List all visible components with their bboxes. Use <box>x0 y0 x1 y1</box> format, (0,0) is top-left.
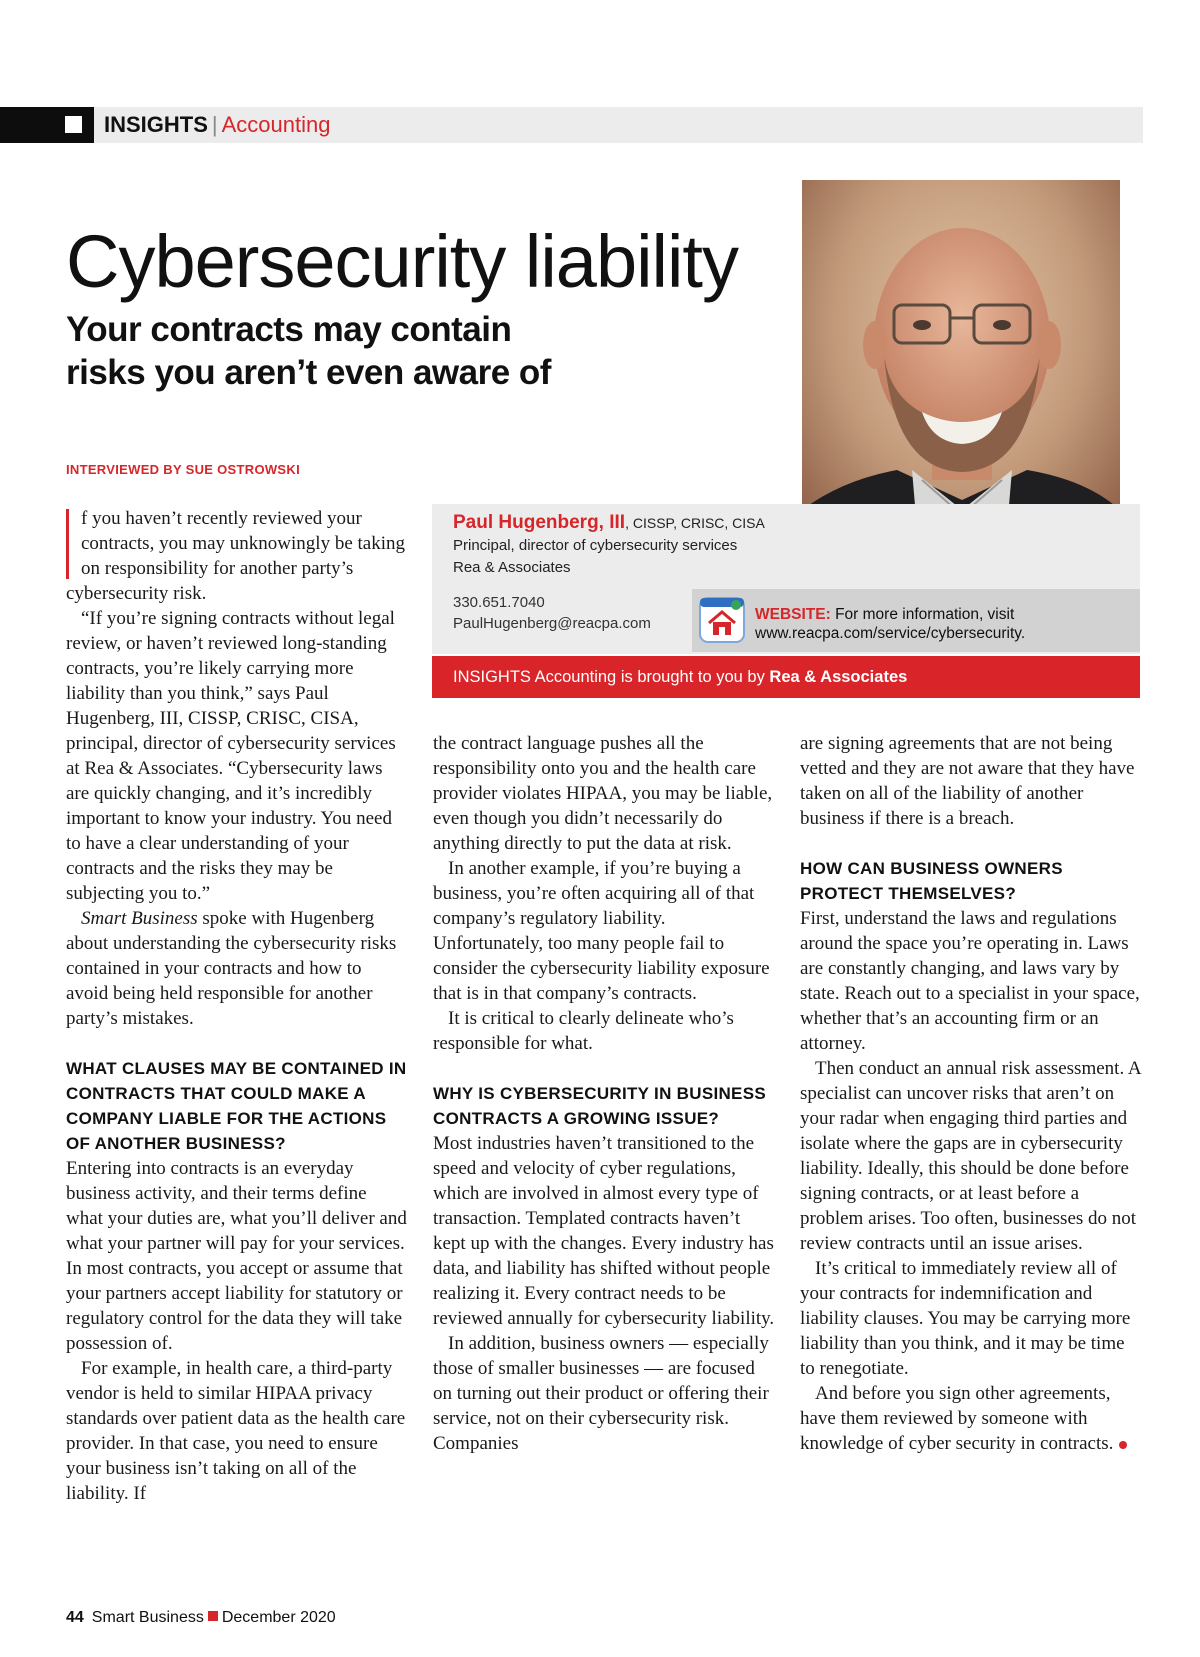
section-heading: WHY IS CYBERSECURITY IN BUSINESS CONTRACTS A GROWING ISSUE? <box>433 1084 766 1128</box>
article-paragraph <box>66 906 408 1031</box>
article-column-1 <box>66 506 408 1506</box>
paragraph-text: And before you sign other agreements, have them reviewed by someone with knowledge of cyber security in contracts. <box>800 1383 1114 1454</box>
page-footer <box>66 1609 336 1627</box>
sponsor-line: INSIGHTS Accounting is brought to you by <box>453 668 765 686</box>
header-square-icon <box>65 116 82 133</box>
article-title: Cybersecurity liability <box>66 220 738 303</box>
section-heading: HOW CAN BUSINESS OWNERS PROTECT THEMSELVES? <box>800 859 1063 903</box>
profile-phone: 330.651.7040 <box>453 594 545 611</box>
article-paragraph: the contract language pushes all the responsibility onto you and the health care provider violates HIPAA, you may be liable, even though you didn’t necessarily do anything directly to put the data at risk. <box>433 733 773 854</box>
publication-name: Smart Business <box>81 908 198 929</box>
profile-name: Paul Hugenberg, III <box>453 512 626 533</box>
dropcap-bar <box>66 509 69 579</box>
article-paragraph: It’s critical to immediately review all of your contracts for indemnification and liability clauses. You may be carrying more liability than you think, and it may be time to renegotiate. <box>800 1258 1131 1379</box>
section-header <box>104 111 330 139</box>
article-paragraph <box>66 506 408 606</box>
article-paragraph: In addition, business owners — especially those of smaller businesses — are focused on turning out their product or offering their service, not on their cybersecurity risk. Companies <box>433 1333 769 1454</box>
section-heading: WHAT CLAUSES MAY BE CONTAINED IN CONTRACTS THAT COULD MAKE A COMPANY LIABLE FOR THE ACTIONS OF ANOTHER BUSINESS? <box>66 1059 407 1153</box>
section-label-accounting: Accounting <box>221 112 331 137</box>
article-paragraph: In another example, if you’re buying a business, you’re often acquiring all of that company’s regulatory liability. Unfortunately, too many people fail to consider the cybersecurity liability exposure that is in that company’s contracts. <box>433 858 770 1004</box>
lead-text: f you haven’t recently reviewed your contracts, you may unknowingly be taking on responsibility for another party’s cybersecurity risk. <box>66 508 405 604</box>
section-separator: | <box>211 112 218 137</box>
article-paragraph: It is critical to clearly delineate who’s responsible for what. <box>433 1008 734 1054</box>
profile-credentials: , CISSP, CRISC, CISA <box>625 515 765 531</box>
article-paragraph: For example, in health care, a third-party vendor is held to similar HIPAA privacy standards over patient data as the health care provider. In that case, you need to ensure your business isn’t taking on all of the liability. If <box>66 1358 406 1504</box>
profile-company: Rea & Associates <box>453 559 571 576</box>
sponsor-text <box>453 668 907 687</box>
profile-title: Principal, director of cybersecurity services <box>453 537 738 554</box>
article-paragraph <box>800 1381 1142 1456</box>
sponsor-name: Rea & Associates <box>769 668 908 686</box>
website-label: WEBSITE: <box>755 606 831 623</box>
website-info <box>755 605 1135 643</box>
publication-title: Smart Business <box>91 1609 204 1626</box>
issue-date: December 2020 <box>221 1609 336 1626</box>
article-column-2 <box>433 731 775 1456</box>
article-paragraph: Then conduct an annual risk assessment. A specialist can uncover risks that aren’t on your radar when engaging third parties and isolate where the gaps are in cybersecurity liability. Ideally, this should be done before signing contracts, or at least before a problem arises. Too often, businesses do not review contracts until an issue arises. <box>800 1058 1141 1254</box>
end-mark-icon <box>1119 1441 1127 1449</box>
article-paragraph: First, understand the laws and regulations around the space you’re operating in. Laws are constantly changing, and laws vary by state. Reach out to a specialist in your space, whether that’s an accounting firm or an attorney. <box>800 908 1140 1054</box>
article-byline: INTERVIEWED BY SUE OSTROWSKI <box>66 462 301 477</box>
article-paragraph: “If you’re signing contracts without legal review, or haven’t reviewed long-standing contracts, you’re likely carrying more liability than you think,” says Paul Hugenberg, III, CISSP, CRISC, CISA, principal, director of cybersecurity services at Rea & Associates. “Cybersecurity laws are quickly changing, and it’s incredibly important to know your industry. You need to have a clear understanding of your contracts and the risks they may be subjecting you to.” <box>66 608 396 904</box>
profile-email-link[interactable]: PaulHugenberg@reacpa.com <box>453 615 651 632</box>
page-number: 44 <box>66 1609 84 1626</box>
profile-name-line <box>453 512 765 534</box>
website-house-icon <box>699 597 745 643</box>
article-paragraph: are signing agreements that are not being vetted and they are not aware that they have taken on all of the liability of another business if there is a breach. <box>800 733 1135 829</box>
article-column-3 <box>800 731 1142 1456</box>
section-label-insights: INSIGHTS <box>104 112 208 137</box>
paragraph-text: spoke with Hugenberg about understanding the cybersecurity risks contained in your contracts and how to avoid being held responsible for another party’s mistakes. <box>66 908 397 1029</box>
article-paragraph: Most industries haven’t transitioned to the speed and velocity of cyber regulations, which are involved in almost every type of transaction. Templated contracts haven’t kept up with the changes. Every industry has data, and liability has shifted without people realizing it. Every contract needs to be reviewed annually for cybersecurity liability. <box>433 1133 775 1329</box>
article-subtitle: Your contracts may contain risks you aren’t even aware of <box>66 310 551 392</box>
footer-square-icon <box>208 1611 218 1621</box>
website-link[interactable]: For more information, visit www.reacpa.com/service/cybersecurity. <box>755 606 1026 642</box>
article-paragraph: Entering into contracts is an everyday business activity, and their terms define what your duties are, what you’ll deliver and what your partner will pay for your services. In most contracts, you accept or assume that your partners accept liability for statutory or regulatory control for the data they will take possession of. <box>66 1158 407 1354</box>
